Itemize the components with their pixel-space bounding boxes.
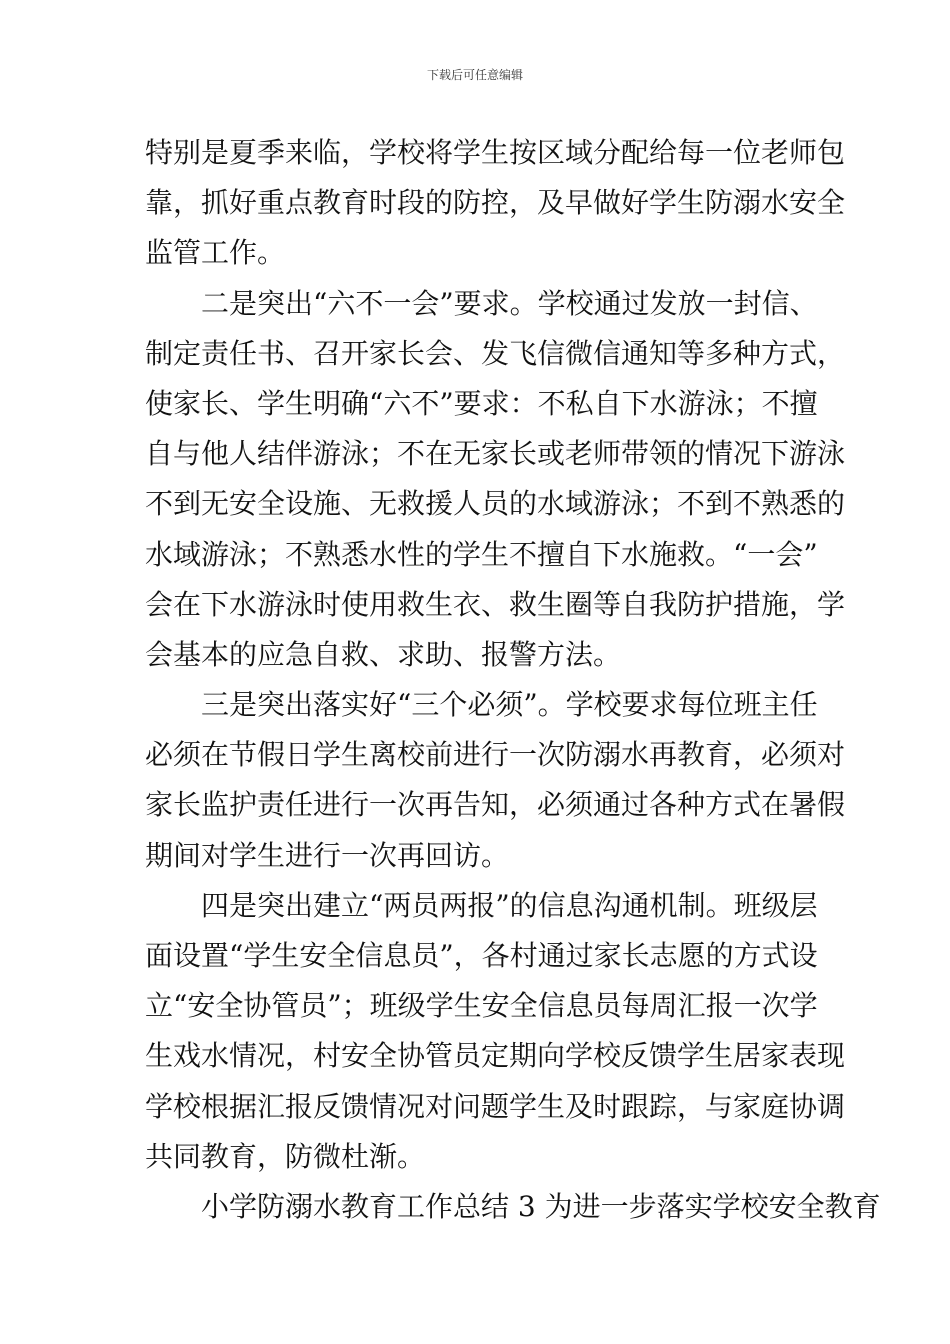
text-line: 学校根据汇报反馈情况对问题学生及时跟踪，与家庭协调 [145,1089,846,1123]
text-line: 使家长、学生明确“六不”要求：不私自下水游泳；不擅 [145,386,818,420]
document-body [145,128,881,1232]
text-line: 二是突出“六不一会”要求。学校通过发放一封信、 [201,286,818,320]
text-line: 共同教育，防微杜渐。 [145,1139,426,1173]
text-line: 生戏水情况，村安全协管员定期向学校反馈学生居家表现 [145,1039,846,1073]
text-line: 特别是夏季来临，学校将学生按区域分配给每一位老师包 [145,136,846,169]
text-line: 自与他人结伴游泳；不在无家长或老师带领的情况下游泳 [145,437,846,471]
text-line: 期间对学生进行一次再回访。 [145,838,510,872]
text-line: 四是突出建立“两员两报”的信息沟通机制。班级层 [201,888,818,922]
text-line: 必须在节假日学生离校前进行一次防溺水再教育，必须对 [145,738,846,772]
text-line: 制定责任书、召开家长会、发飞信微信通知等多种方式， [145,336,846,370]
text-line: 家长监护责任进行一次再告知，必须通过各种方式在暑假 [145,788,846,822]
text-line: 面设置“学生安全信息员”，各村通过家长志愿的方式设 [145,939,818,972]
text-line: 立“安全协管员”；班级学生安全信息员每周汇报一次学 [145,989,818,1023]
text-line: 监管工作。 [145,236,286,270]
text-line: 会基本的应急自救、求助、报警方法。 [145,637,622,671]
text-line: 三是突出落实好“三个必须”。学校要求每位班主任 [201,688,818,722]
page-header: 下载后可任意编辑 [426,68,523,82]
text-line: 不到无安全设施、无救援人员的水域游泳；不到不熟悉的 [145,487,846,521]
text-line: 小学防溺水教育工作总结 3 为进一步落实学校安全教育 [201,1189,881,1223]
text-line: 水域游泳；不熟悉水性的学生不擅自下水施救。“一会” [145,537,818,571]
text-line: 会在下水游泳时使用救生衣、救生圈等自我防护措施，学 [145,587,846,621]
text-line: 靠，抓好重点教育时段的防控，及早做好学生防溺水安全 [145,186,846,220]
